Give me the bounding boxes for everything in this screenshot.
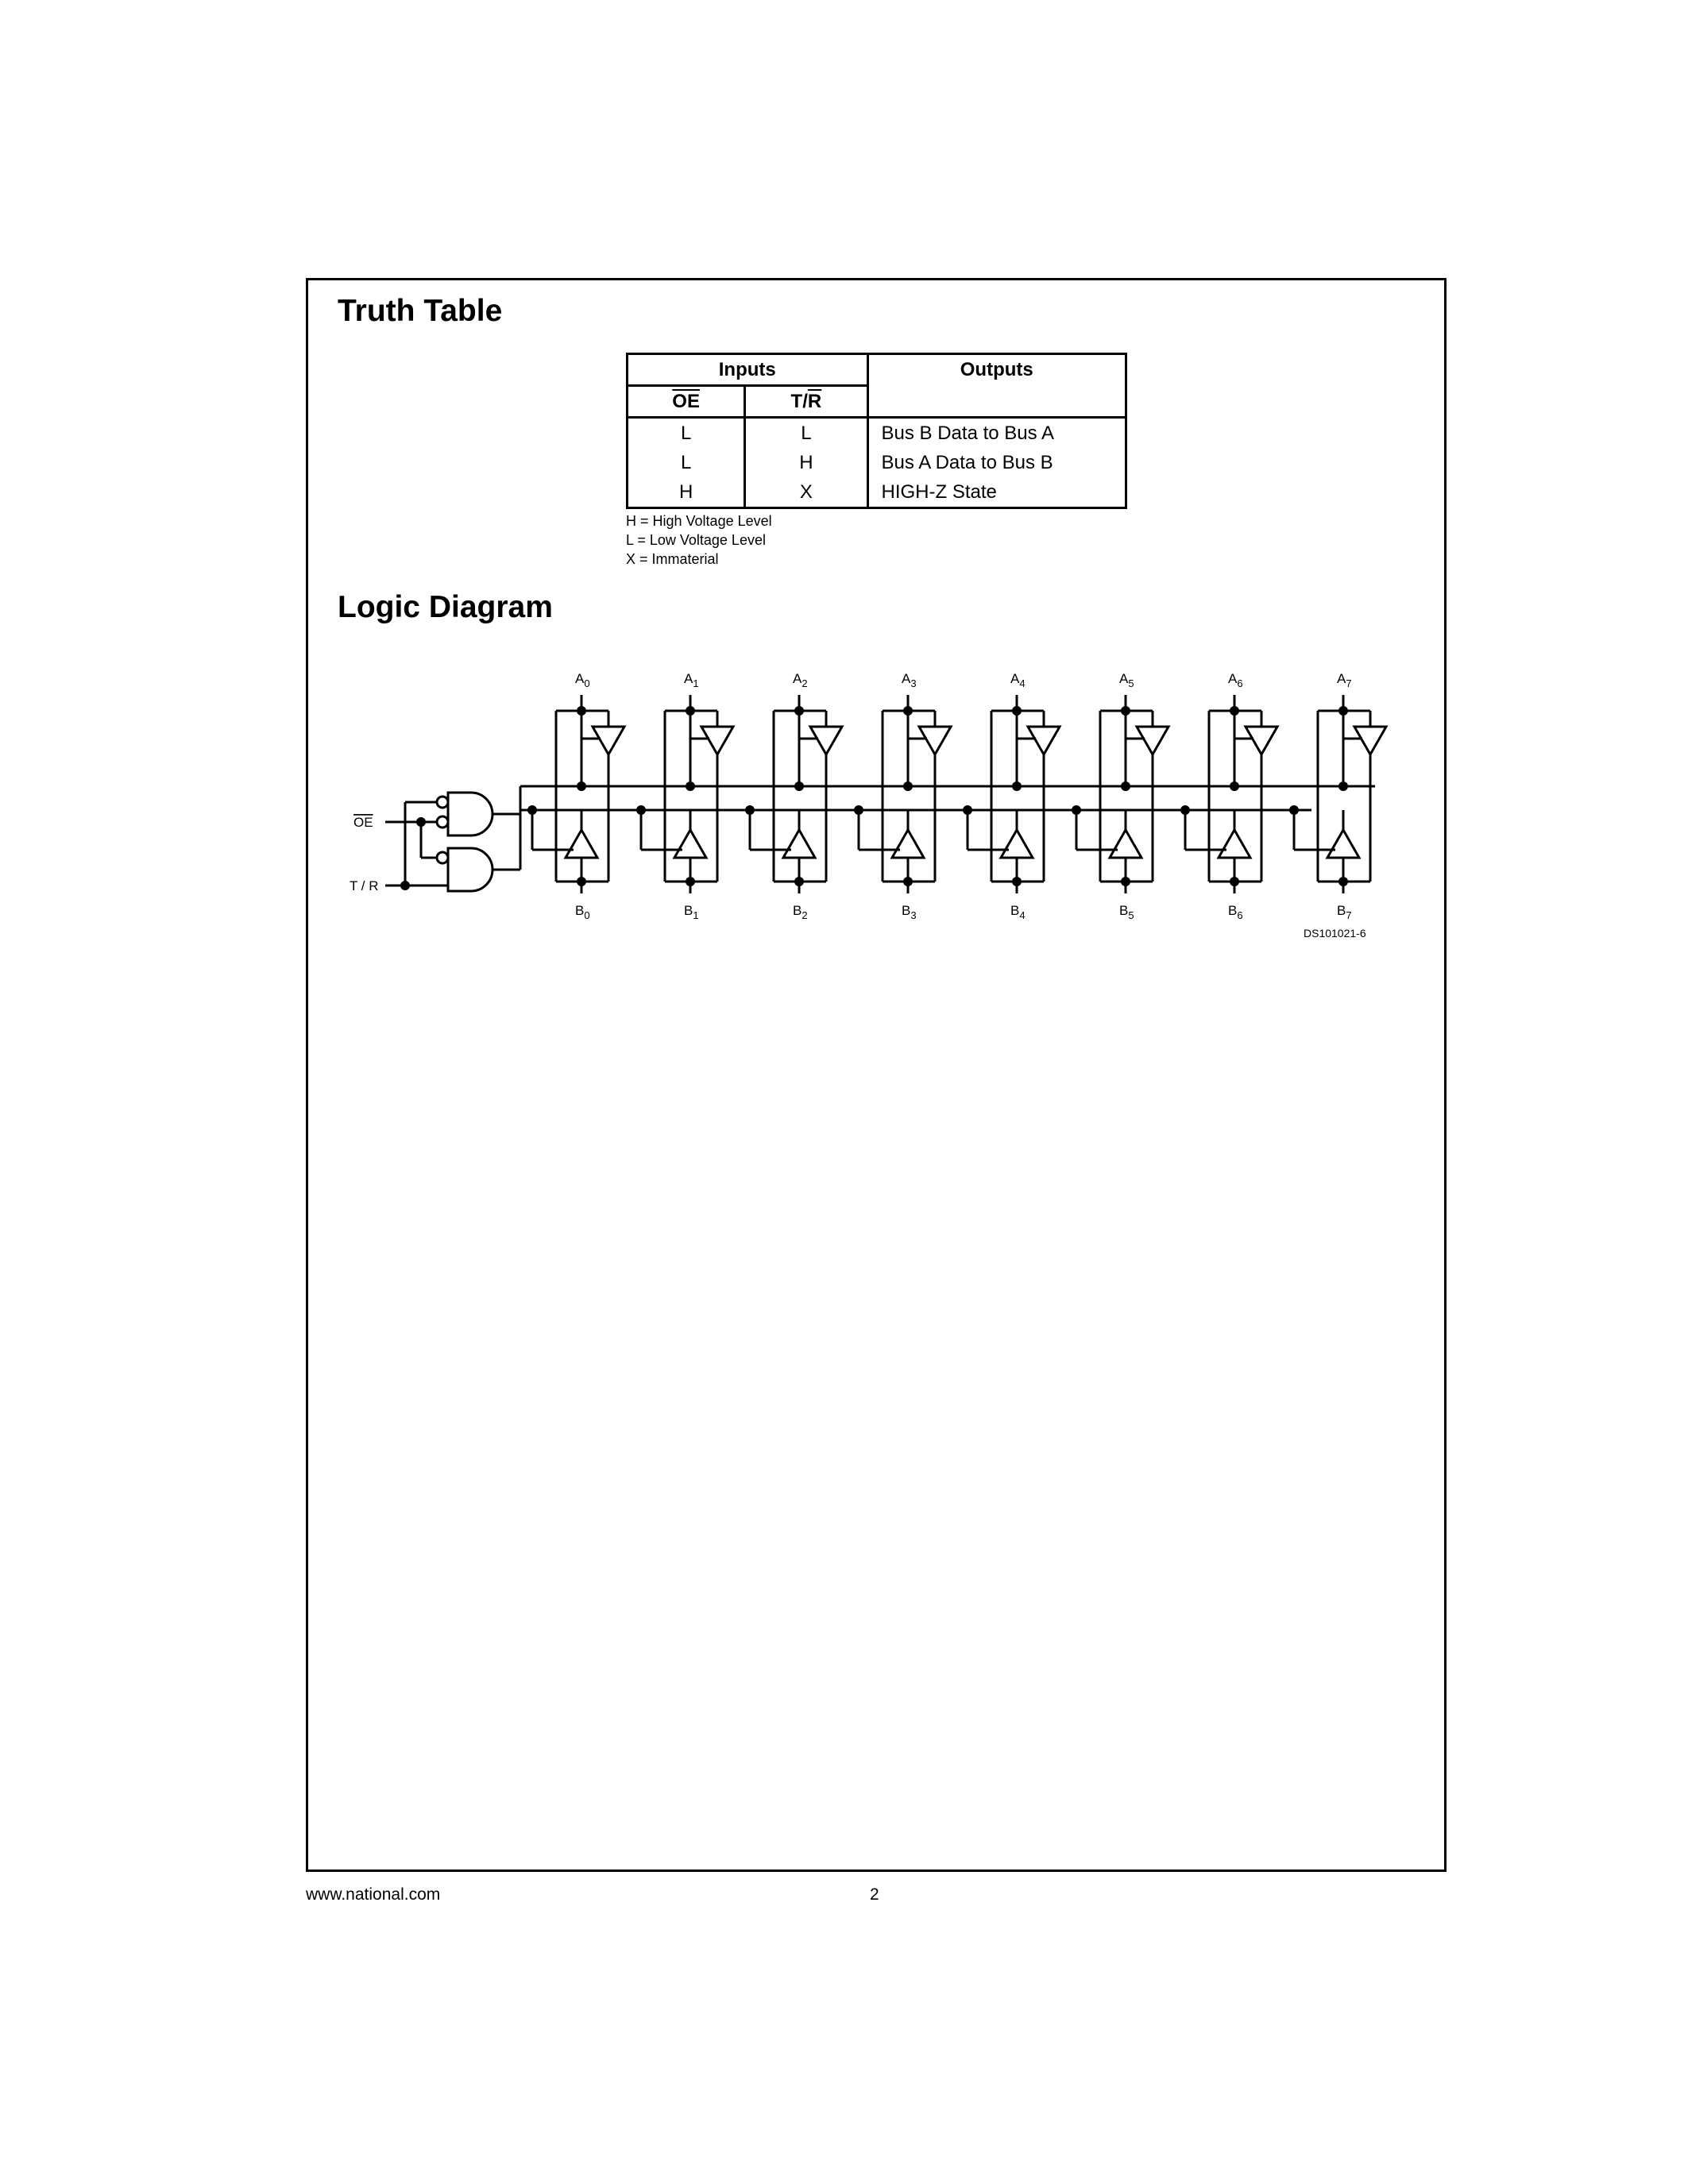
pin-label-b0: $B_0$	[575, 903, 590, 921]
junction-dot	[686, 781, 695, 791]
junction-dot	[1338, 781, 1348, 791]
buffer-up-icon	[892, 830, 924, 858]
cell-oe: H	[628, 477, 745, 508]
legend-item: H = High Voltage Level	[626, 513, 772, 529]
junction-dot	[903, 781, 913, 791]
pin-subscript: 5	[1128, 677, 1134, 689]
legend-item: L = Low Voltage Level	[626, 532, 766, 548]
header-outputs: Outputs	[867, 354, 1126, 418]
pin-subscript: 2	[802, 909, 808, 921]
page-number: 2	[870, 1885, 879, 1904]
pin-label-a2: $A_2$	[793, 671, 808, 689]
transceiver-channels	[527, 695, 1386, 893]
pin-subscript: 4	[1019, 677, 1026, 689]
inverter-bubble	[437, 797, 448, 808]
pin-subscript: 4	[1019, 909, 1026, 921]
legend-item: X = Immaterial	[626, 551, 719, 567]
figure-id: DS101021-6	[1304, 927, 1366, 940]
oe-input-label: OE	[353, 815, 373, 830]
junction-dot	[1230, 781, 1239, 791]
pin-label-a0: $A_0$	[575, 671, 590, 689]
pin-subscript: 2	[802, 677, 808, 689]
table-row	[628, 418, 1126, 449]
pin-label-b6: $B_6$	[1228, 903, 1243, 921]
cell-output: HIGH-Z State	[867, 477, 1126, 508]
channel-5	[1072, 695, 1168, 893]
junction-dot	[1121, 781, 1130, 791]
pin-label-b2: $B_2$	[793, 903, 808, 921]
header-tr-r: $\overline{R}$	[807, 391, 822, 412]
truth-table	[626, 353, 1127, 509]
pin-label-a3: $A_3$	[902, 671, 917, 689]
buffer-up-icon	[674, 830, 706, 858]
inverter-bubble	[437, 816, 448, 828]
cell-oe: L	[628, 448, 745, 477]
pin-label-b3: $B_3$	[902, 903, 917, 921]
channel-0	[527, 695, 624, 893]
junction-dot	[1289, 805, 1299, 815]
buffer-down-icon	[1354, 727, 1386, 754]
pin-subscript: 1	[693, 909, 699, 921]
pin-label-a5: $A_5$	[1119, 671, 1134, 689]
table-row	[628, 477, 1126, 508]
pin-label-b5: $B_5$	[1119, 903, 1134, 921]
pin-label-b7: $B_7$	[1337, 903, 1352, 921]
pin-subscript: 6	[1237, 909, 1243, 921]
pin-subscript: 7	[1346, 909, 1352, 921]
buffer-down-icon	[1028, 727, 1060, 754]
page-frame	[306, 278, 1447, 1872]
and-gate-2	[448, 848, 492, 891]
cell-output: Bus A Data to Bus B	[867, 448, 1126, 477]
pin-label-a7: $A_7$	[1337, 671, 1352, 689]
buffer-up-icon	[1110, 830, 1141, 858]
cell-oe: L	[628, 418, 745, 449]
channel-1	[636, 695, 733, 893]
junction-dot	[577, 781, 586, 791]
pin-subscript: 1	[693, 677, 699, 689]
truth-table-title: Truth Table	[338, 294, 503, 328]
channel-6	[1180, 695, 1277, 893]
cell-output: Bus B Data to Bus A	[867, 418, 1126, 449]
header-tr-t: T/	[790, 391, 808, 412]
buffer-down-icon	[1137, 727, 1168, 754]
buffer-up-icon	[1219, 830, 1250, 858]
channel-3	[854, 695, 951, 893]
pin-subscript: 6	[1237, 677, 1243, 689]
logic-diagram	[342, 635, 1406, 969]
junction-dot	[527, 805, 537, 815]
buffer-up-icon	[783, 830, 815, 858]
junction-dot	[745, 805, 755, 815]
pin-label-a6: $A_6$	[1228, 671, 1243, 689]
pin-label-b1: $B_1$	[684, 903, 699, 921]
junction-dot	[854, 805, 863, 815]
header-oe-label: $\overline{OE}$	[672, 391, 700, 412]
inverter-bubble	[437, 852, 448, 863]
cell-tr: H	[745, 448, 867, 477]
truth-table-legend	[626, 511, 772, 569]
junction-dot	[794, 781, 804, 791]
header-oe	[628, 386, 745, 418]
buffer-down-icon	[919, 727, 951, 754]
buffer-up-icon	[566, 830, 597, 858]
header-inputs: Inputs	[628, 354, 868, 386]
buffer-up-icon	[1327, 830, 1359, 858]
pin-subscript: 0	[584, 909, 590, 921]
pin-subscript: 3	[910, 677, 917, 689]
pin-subscript: 0	[584, 677, 590, 689]
control-gates	[385, 786, 1375, 891]
junction-dot	[963, 805, 972, 815]
header-tr	[745, 386, 867, 418]
pin-subscript: 7	[1346, 677, 1352, 689]
channel-2	[745, 695, 842, 893]
pin-subscript: 3	[910, 909, 917, 921]
buffer-down-icon	[701, 727, 733, 754]
channel-4	[963, 695, 1060, 893]
junction-dot	[636, 805, 646, 815]
pin-label-b4: $B_4$	[1010, 903, 1026, 921]
and-gate-1	[448, 793, 492, 835]
footer-url[interactable]: www.national.com	[306, 1885, 441, 1904]
junction-dot	[1180, 805, 1190, 815]
buffer-down-icon	[810, 727, 842, 754]
cell-tr: L	[745, 418, 867, 449]
channel-7	[1289, 695, 1386, 893]
junction-dot	[1012, 781, 1022, 791]
pin-subscript: 5	[1128, 909, 1134, 921]
pin-label-a4: $A_4$	[1010, 671, 1026, 689]
junction-dot	[1072, 805, 1081, 815]
pin-label-a1: $A_1$	[684, 671, 699, 689]
tr-input-label: T / R	[350, 878, 379, 893]
buffer-down-icon	[593, 727, 624, 754]
buffer-up-icon	[1001, 830, 1033, 858]
table-row	[628, 448, 1126, 477]
logic-diagram-title: Logic Diagram	[338, 590, 553, 624]
buffer-down-icon	[1246, 727, 1277, 754]
cell-tr: X	[745, 477, 867, 508]
